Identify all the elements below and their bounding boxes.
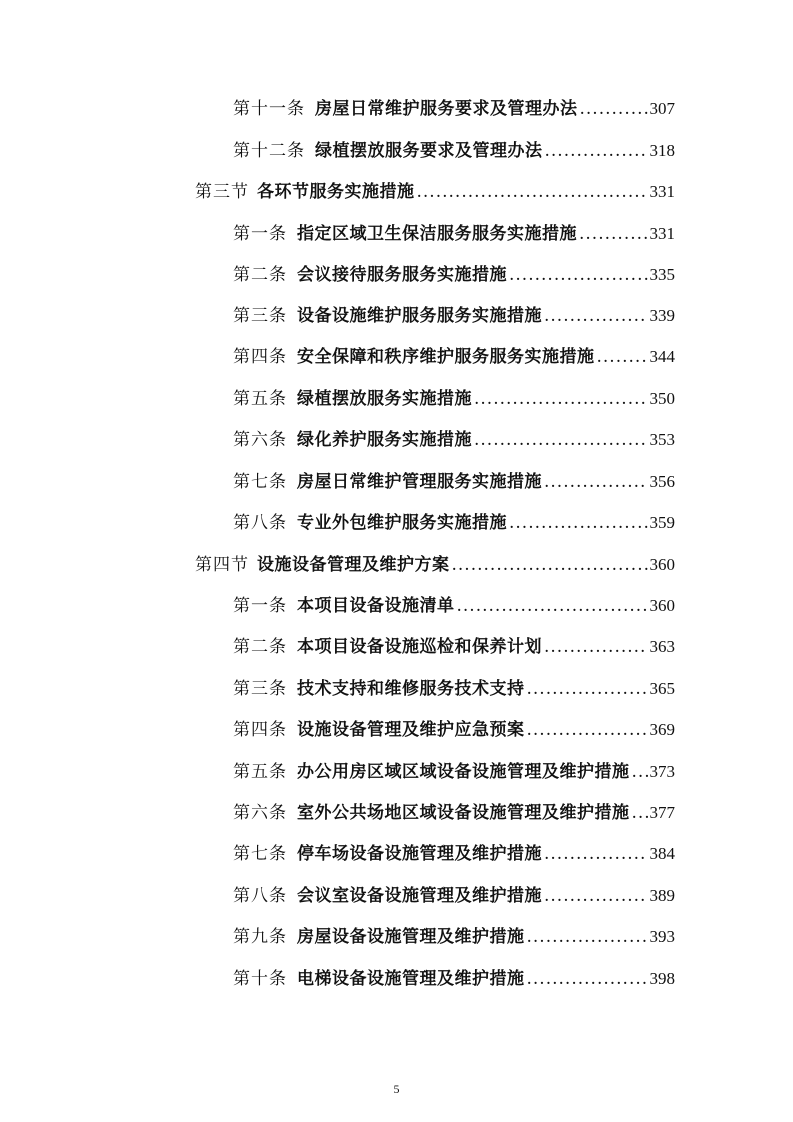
toc-entry[interactable] <box>233 800 675 826</box>
dot-leader <box>527 676 648 702</box>
toc-entry-number: 第七条 <box>233 844 287 864</box>
toc-entry-number: 第八条 <box>233 513 287 533</box>
toc-entry[interactable] <box>233 303 675 329</box>
dot-leader <box>544 883 648 909</box>
toc-entry-number: 第六条 <box>233 430 287 450</box>
toc-entry-number: 第四节 <box>195 555 249 575</box>
toc-entry-number: 第四条 <box>233 347 287 367</box>
toc-entry[interactable] <box>233 221 675 247</box>
dot-leader <box>527 924 648 950</box>
toc-entry-number: 第十二条 <box>233 141 305 161</box>
dot-leader <box>544 634 648 660</box>
toc-entry-page: 331 <box>649 182 675 201</box>
dot-leader <box>509 262 648 288</box>
toc-entry-title: 房屋日常维护管理服务实施措施 <box>297 472 542 492</box>
toc-entry-page: 398 <box>649 969 675 988</box>
toc-entry-number: 第三条 <box>233 306 287 326</box>
toc-entry-title: 安全保障和秩序维护服务服务实施措施 <box>297 347 595 367</box>
toc-entry-page: 363 <box>649 637 675 656</box>
toc-entry-page: 318 <box>649 141 675 160</box>
toc-entry-page: 350 <box>649 389 675 408</box>
toc-entry-number: 第七条 <box>233 472 287 492</box>
toc-entry-number: 第三节 <box>195 182 249 202</box>
toc-entry-title: 绿化养护服务实施措施 <box>297 430 472 450</box>
toc-entry-page: 339 <box>649 306 675 325</box>
toc-entry-page: 344 <box>649 347 675 366</box>
toc-entry-title: 设备设施维护服务服务实施措施 <box>297 306 542 326</box>
toc-entry-page: 360 <box>649 596 675 615</box>
toc-entry-page: 373 <box>649 762 675 781</box>
toc-entry[interactable] <box>233 96 675 122</box>
toc-entry-page: 360 <box>649 555 675 574</box>
dot-leader <box>474 386 648 412</box>
toc-entry-page: 369 <box>649 720 675 739</box>
toc-section-entry[interactable] <box>195 179 675 205</box>
toc-entry-page: 353 <box>649 430 675 449</box>
toc-entry[interactable] <box>233 469 675 495</box>
toc-entry-number: 第一条 <box>233 596 287 616</box>
dot-leader <box>452 552 648 578</box>
toc-entry-title: 本项目设备设施清单 <box>297 596 455 616</box>
toc-entry-title: 停车场设备设施管理及维护措施 <box>297 844 542 864</box>
dot-leader <box>457 593 648 619</box>
toc-entry[interactable] <box>233 344 675 370</box>
toc-entry-title: 绿植摆放服务实施措施 <box>297 389 472 409</box>
dot-leader <box>579 221 648 247</box>
toc-entry-page: 389 <box>649 886 675 905</box>
toc-entry-page: 377 <box>649 803 675 822</box>
dot-leader <box>527 966 648 992</box>
toc-entry[interactable] <box>233 717 675 743</box>
toc-entry-title: 技术支持和维修服务技术支持 <box>297 679 525 699</box>
dot-leader <box>597 344 648 370</box>
toc-entry-page: 359 <box>649 513 675 532</box>
toc-entry-title: 设施设备管理及维护方案 <box>257 555 450 575</box>
dot-leader <box>544 469 648 495</box>
dot-leader <box>544 303 648 329</box>
toc-entry-number: 第十条 <box>233 969 287 989</box>
toc-section-entry[interactable] <box>195 552 675 578</box>
toc-entry-page: 331 <box>649 224 675 243</box>
toc-entry-title: 设施设备管理及维护应急预案 <box>297 720 525 740</box>
toc-entry-number: 第八条 <box>233 886 287 906</box>
dot-leader <box>417 179 648 205</box>
toc-entry-page: 335 <box>649 265 675 284</box>
toc-entry-title: 专业外包维护服务实施措施 <box>297 513 507 533</box>
toc-entry-number: 第一条 <box>233 224 287 244</box>
dot-leader <box>474 427 648 453</box>
page-number: 5 <box>393 1082 400 1096</box>
toc-entry-number: 第五条 <box>233 389 287 409</box>
dot-leader <box>527 717 648 743</box>
toc-entry[interactable] <box>233 924 675 950</box>
dot-leader <box>544 841 648 867</box>
toc-entry-number: 第三条 <box>233 679 287 699</box>
dot-leader <box>545 138 648 164</box>
toc-entry[interactable] <box>233 386 675 412</box>
toc-entry-title: 各环节服务实施措施 <box>257 182 415 202</box>
dot-leader <box>509 510 648 536</box>
toc-entry[interactable] <box>233 676 675 702</box>
toc-entry[interactable] <box>233 634 675 660</box>
toc-entry-title: 电梯设备设施管理及维护措施 <box>297 969 525 989</box>
toc-entry-page: 356 <box>649 472 675 491</box>
toc-entry-number: 第五条 <box>233 762 287 782</box>
toc-entry-title: 会议室设备设施管理及维护措施 <box>297 886 542 906</box>
toc-entry-title: 房屋日常维护服务要求及管理办法 <box>315 99 578 119</box>
toc-entry-number: 第二条 <box>233 265 287 285</box>
toc-entry-page: 365 <box>649 679 675 698</box>
toc-entry[interactable] <box>233 966 675 992</box>
dot-leader <box>580 96 648 122</box>
toc-entry-title: 办公用房区域区域设备设施管理及维护措施 <box>297 762 630 782</box>
toc-entry[interactable] <box>233 841 675 867</box>
toc-entry-number: 第九条 <box>233 927 287 947</box>
toc-entry[interactable] <box>233 138 675 164</box>
toc-entry-title: 室外公共场地区域设备设施管理及维护措施 <box>297 803 630 823</box>
toc-entry-title: 会议接待服务服务实施措施 <box>297 265 507 285</box>
toc-entry-title: 房屋设备设施管理及维护措施 <box>297 927 525 947</box>
dot-leader <box>632 800 648 826</box>
toc-entry-page: 307 <box>649 99 675 118</box>
dot-leader <box>632 759 648 785</box>
toc-entry-number: 第二条 <box>233 637 287 657</box>
toc-entry[interactable] <box>233 883 675 909</box>
toc-entry-page: 384 <box>649 844 675 863</box>
toc-entry[interactable] <box>233 593 675 619</box>
toc-entry[interactable] <box>233 510 675 536</box>
toc-entry-title: 绿植摆放服务要求及管理办法 <box>315 141 543 161</box>
toc-entry-number: 第六条 <box>233 803 287 823</box>
toc-entry-number: 第四条 <box>233 720 287 740</box>
toc-entry[interactable] <box>233 427 675 453</box>
toc-entry[interactable] <box>233 262 675 288</box>
toc-entry-page: 393 <box>649 927 675 946</box>
toc-entry-number: 第十一条 <box>233 99 305 119</box>
toc-entry-title: 指定区域卫生保洁服务服务实施措施 <box>297 224 577 244</box>
toc-entry-title: 本项目设备设施巡检和保养计划 <box>297 637 542 657</box>
toc-entry[interactable] <box>233 759 675 785</box>
